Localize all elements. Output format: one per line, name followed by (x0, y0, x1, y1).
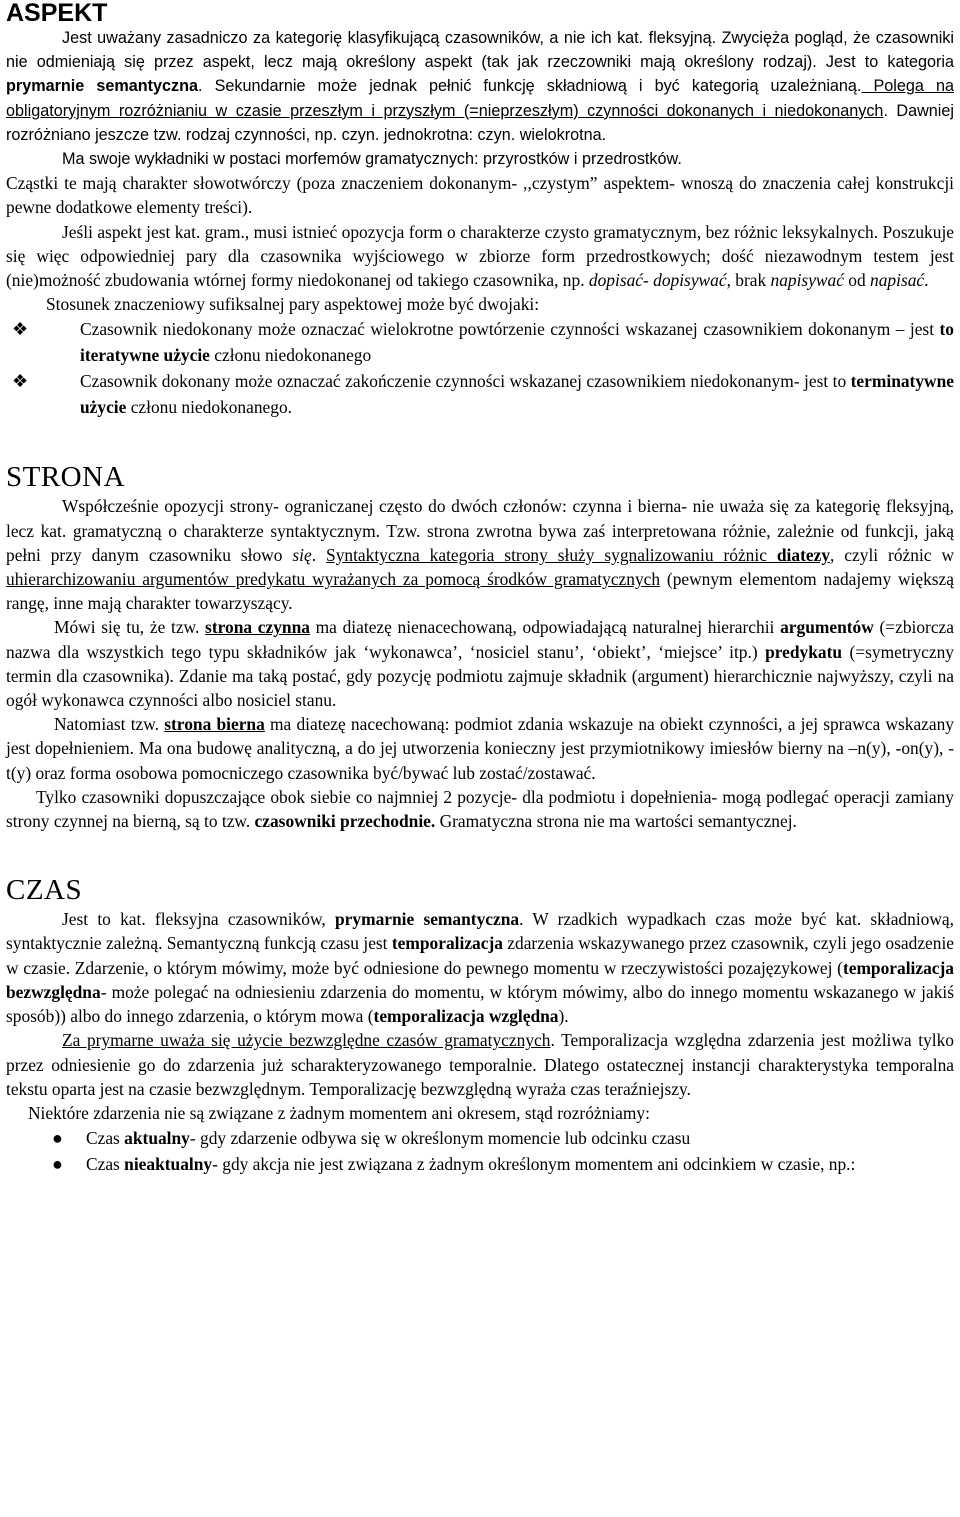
heading-strona: STRONA (6, 461, 126, 494)
strona-p5-bold: czasowniki przechodnie. (254, 811, 436, 832)
aspekt-paragraph-1 (6, 26, 954, 147)
strona-p4-c: ma diatezę nacechowaną: podmiot zdania wskazuje na obiekt czynności, a jej sprawca wskazany jest dopełnieniem. Ma ona budowę analityczną, a do jej utworzenia konieczny jest przymiotnikowy imiesłów bierny na –n(y), -on(y), -t(y) oraz forma osobowa pomocniczego czasownika być/bywać lub zostać/zostawać. (6, 714, 955, 783)
strona-p3-predykatu: predykatu (765, 641, 843, 662)
strona-p1-italic: się (292, 544, 312, 565)
czas-list-0-c: - gdy zdarzenie odbywa się w określonym momencie lub odcinku czasu (189, 1128, 691, 1149)
list-item (6, 1151, 954, 1177)
strona-p3-strona-czynna: strona czynna (205, 617, 310, 638)
strona-paragraph-3 (6, 615, 954, 712)
aspekt-p4-italic-c: dopisać- dopisywać (588, 270, 727, 291)
aspekt-p1-text-c: . Sekundarnie może jednak pełnić funkcję składniową i być kategorią uzależnianą. (198, 77, 862, 96)
strona-p2-bold-diatezy: diatezy (776, 544, 831, 565)
aspekt-p4-italic-g: napisać (870, 270, 925, 291)
aspekt-paragraph-2: Ma swoje wykładniki w postaci morfemów gramatycznych: przyrostków i przedrostków. (62, 150, 682, 169)
strona-p5-c: Gramatyczna strona nie ma wartości semantycznej. (435, 811, 797, 832)
aspekt-p4-text-f: od (843, 270, 871, 291)
czas-paragraph-1 (6, 907, 954, 1028)
strona-p3-c: ma diatezę nienacechowaną, odpowiadającą naturalnej hierarchii (309, 617, 781, 638)
strona-p4-strona-bierna: strona bierna (164, 714, 265, 735)
aspekt-p4-text-d: , brak (726, 270, 771, 291)
aspekt-list-1-c: członu niedokonanego. (126, 397, 293, 418)
czas-list-1-c: - gdy akcja nie jest związana z żadnym określonym momentem ani odcinkiem w czasie, np.: (212, 1154, 856, 1175)
list-item (6, 1125, 954, 1151)
strona-p2-underlined-a: Syntaktyczna kategoria strony służy sygnalizowaniu różnic (326, 544, 777, 565)
aspekt-list-0-a: Czasownik niedokonany może oznaczać wielokrotne powtórzenie czynności wskazanej czasownikiem dokonanym – jest (80, 319, 940, 340)
strona-paragraph-4 (6, 712, 954, 785)
czas-p2-b: . Temporalizacja względna zdarzenia jest możliwa tylko przez odniesienie go do zdarzenia już scharakteryzowanego temporalnie. Dlatego ostatecznej instancji charakterystyka temporalna tekstu oparta jest na czasie bezwzględnym. Temporalizację bezwzględną wyraża czas teraźniejszy. (6, 1030, 954, 1099)
czas-p1-a: Jest to kat. fleksyjna czasowników, (62, 909, 335, 930)
four-diamond-bullet-icon: ❖ (12, 371, 29, 392)
czas-p1-d: temporalizacja (391, 933, 503, 954)
strona-p4-a: Natomiast tzw. (54, 714, 165, 735)
czas-list-1-a: Czas (86, 1154, 125, 1175)
aspekt-p4-text-a: Jeśli aspekt jest kat. gram. (62, 221, 245, 242)
round-bullet-icon: ● (52, 1128, 63, 1149)
aspekt-p1-text-a: Jest uważany zasadniczo za kategorię klasyfikującą czasowników, a nie ich kat. fleksyjną. Zwycięża pogląd, że czasowniki nie odmieniają się przez aspekt, lecz mają określony aspekt (tak jak rzeczowniki mają określony rodzaj). Jest to kategoria (6, 29, 954, 72)
aspekt-list-1-bold: terminatywne użycie (80, 371, 954, 418)
czas-p1-h: temporalizacja względna (373, 1006, 559, 1027)
strona-p2-text-c: , czyli różnic w (830, 544, 955, 565)
czas-p1-f: temporalizacja bezwzględna (6, 957, 954, 1002)
czas-p1-c: . W rzadkich wypadkach czas może być kat. składniową, syntaktycznie zależną. Semantyczną funkcją czasu jest (6, 909, 954, 954)
heading-czas: CZAS (6, 874, 83, 907)
strona-p5-a: Tylko czasowniki dopuszczające obok siebie co najmniej 2 pozycje- dla podmiotu i dopełnienia- mogą podlegać operacji zamiany strony czynnej na bierną, są to tzw. (6, 786, 954, 832)
strona-paragraph-1 (6, 494, 954, 615)
strona-p3-g: (=symetryczny termin dla czasownika). Zdanie ma taką postać, gdy pozycję podmiotu zajmuje składnik (argument) hierarchicznie najwyższy, czyli na ogół wykonawca czynności albo nosiciel stanu. (6, 641, 954, 711)
aspekt-list (6, 316, 954, 420)
czas-p1-i: ). (558, 1006, 569, 1027)
strona-p3-e: (=zbiorcza nazwa dla wszystkich tego typu składników jak ‘wykonawca’, ‘nosiciel stanu’, ‘obiekt’, ‘miejsce’ itp.) (6, 617, 954, 662)
strona-p3-argumentow: argumentów (780, 617, 874, 638)
aspekt-p1-underlined: Polega na obligatoryjnym rozróżnianiu w czasie przeszłym i przyszłym (=nieprzeszłym) czynności dokonanych i niedokonanych (6, 77, 954, 120)
aspekt-paragraph-3: Cząstki te mają charakter słowotwórczy (poza znaczeniem dokonanym- ,,czystym” aspektem- wnoszą do znaczenia całej konstrukcji pewne dodatkowe elementy treści). (6, 173, 954, 218)
strona-p1-end: . (311, 544, 317, 565)
aspekt-list-1-a: Czasownik dokonany może oznaczać zakończenie czynności wskazanej czasownikiem niedokonanym- jest to (80, 371, 851, 392)
strona-p1-text: Współcześnie opozycji strony- ograniczanej często do dwóch członów: czynna i bierna- nie uważa się za kategorię fleksyjną, lecz kat. gramatyczną o charakterze syntaktycznym. Tzw. strona zwrotna bywa zaś interpretowana różnie, zależnie od funkcji, jaką pełni przy danym czasowniku słowo (6, 496, 954, 565)
aspekt-p4-italic-e: napisywać (770, 270, 844, 291)
round-bullet-icon: ● (52, 1154, 63, 1175)
aspekt-paragraph-4 (6, 220, 954, 293)
czas-list-0-bold: aktualny (124, 1128, 190, 1149)
aspekt-p4-text-h: . (924, 270, 929, 291)
czas-list (6, 1125, 954, 1177)
aspekt-p4-text-b: , musi istnieć opozycja form o charakterze czysto gramatycznym, bez różnic leksykalnych. Poszukuje się więc odpowiedniej pary dla czasownika wyjściowego w zbiorze form przedrostkowych; dość niezawodnym testem jest (nie)możność zbudowania wtórnej formy niedokonanej od takiego czasownika, np. (6, 221, 955, 291)
czas-p1-b: prymarnie semantyczna (335, 909, 520, 930)
czas-p2-underlined: Za prymarne uważa się użycie bezwzględne czasów gramatycznych (62, 1030, 551, 1051)
aspekt-p1-text-e: . Dawniej rozróżniano jeszcze tzw. rodzaj czynności, np. czyn. jednokrotna: czyn. wielokrotna. (6, 101, 955, 144)
aspekt-list-0-bold: to iteratywne użycie (80, 319, 954, 366)
aspekt-p1-bold: prymarnie semantyczna (6, 77, 199, 96)
four-diamond-bullet-icon: ❖ (12, 319, 29, 340)
czas-list-1-bold: nieaktualny (124, 1154, 213, 1175)
strona-p2-text-e: (pewnym elementom nadajemy większą rangę, inne mają charakter towarzyszący. (6, 569, 954, 614)
strona-paragraph-5 (6, 785, 954, 833)
aspekt-paragraph-5: Stosunek znaczeniowy sufiksalnej pary aspektowej może być dwojaki: (46, 294, 540, 315)
czas-p1-e: zdarzenia wskazywanego przez czasownik, czyli jego osadzenie w czasie. Zdarzenie, o którym mówimy, może być odniesione do pewnego momentu w rzeczywistości pozajęzykowej ( (6, 933, 954, 978)
list-item (6, 316, 954, 368)
list-item (6, 368, 954, 420)
czas-p1-g: - może polegać na odniesieniu zdarzenia do momentu, w którym mówimy, albo do innego momentu wskazanego w jakiś sposób)) albo do innego zdarzenia, o którym mowa ( (6, 981, 954, 1027)
czas-paragraph-3: Niektóre zdarzenia nie są związane z żadnym momentem ani okresem, stąd rozróżniamy: (28, 1102, 650, 1123)
czas-paragraph-2 (6, 1028, 954, 1101)
strona-p3-a: Mówi się tu, że tzw. (54, 617, 206, 638)
strona-p2-underlined-d: uhierarchizowaniu argumentów predykatu wyrażanych za pomocą środków gramatycznych (6, 569, 661, 590)
aspekt-list-0-c: członu niedokonanego (209, 345, 372, 366)
heading-aspekt: ASPEKT (6, 0, 108, 27)
czas-list-0-a: Czas (86, 1128, 125, 1149)
